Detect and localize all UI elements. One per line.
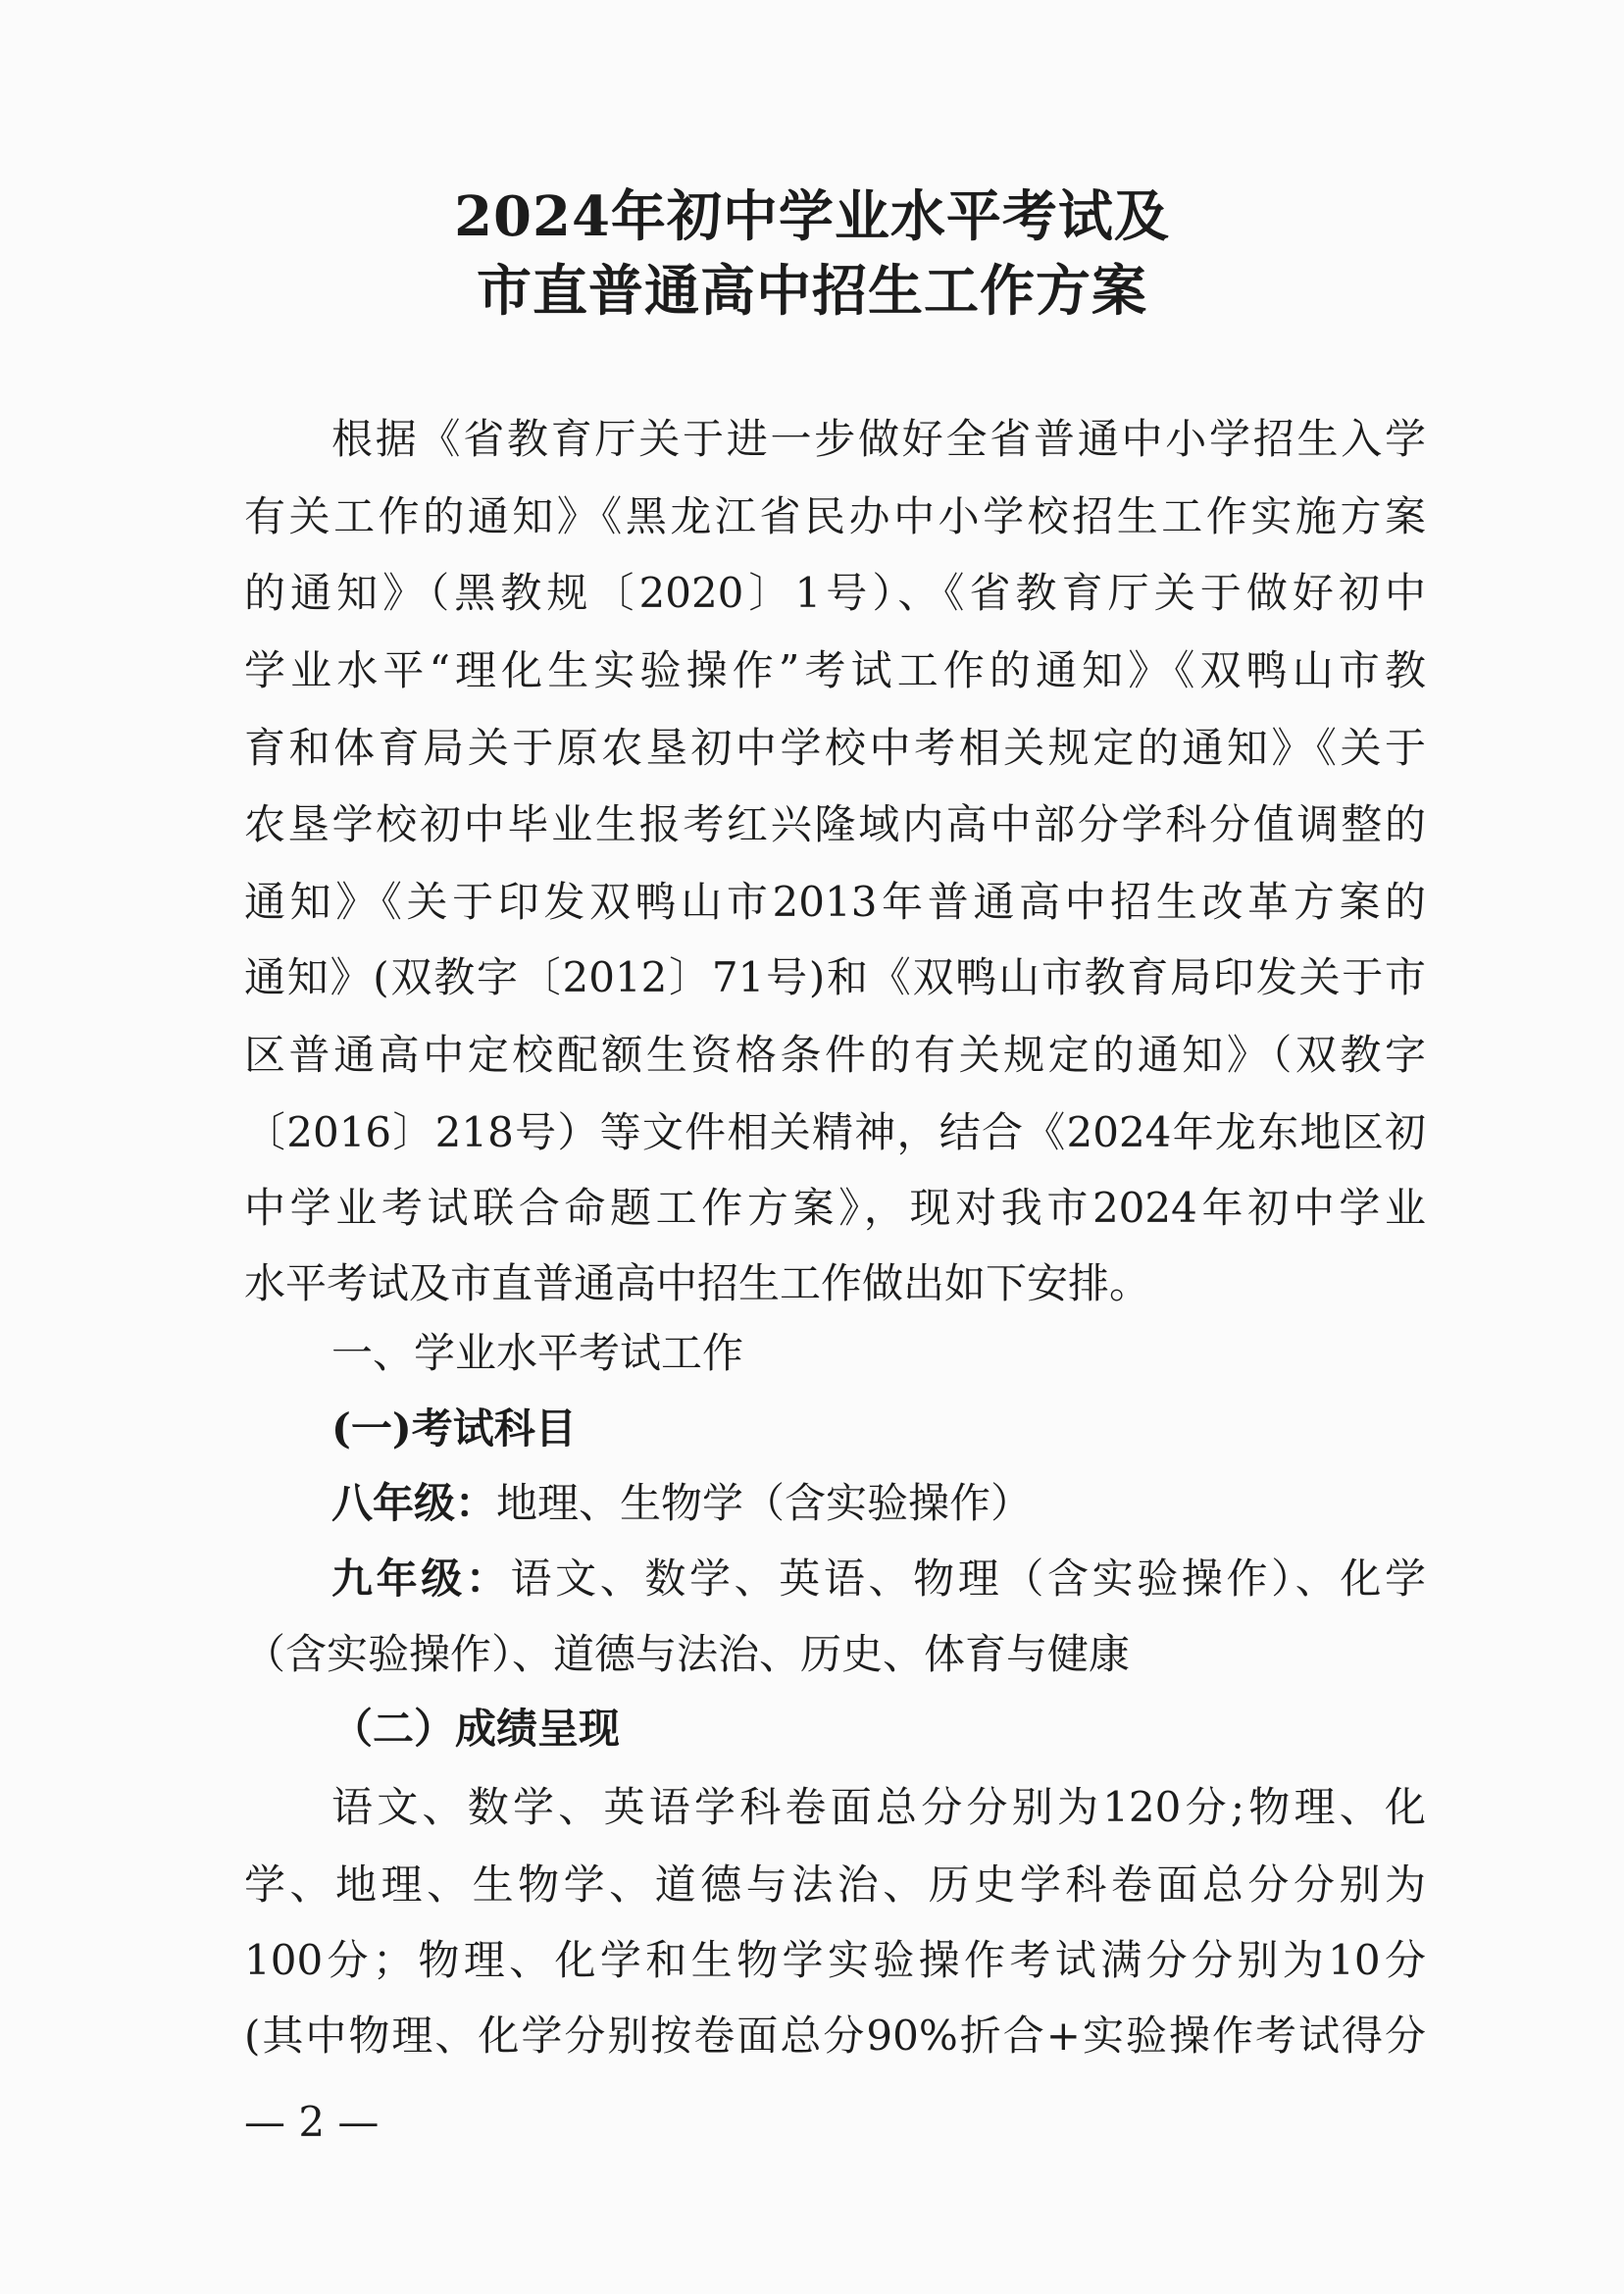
intro-paragraph-line: 通知》(双教字〔2012〕71号)和《双鸭山市教育局印发关于市 [244, 953, 1426, 1001]
intro-paragraph-line: 中学业考试联合命题工作方案》，现对我市2024年初中学业 [244, 1184, 1426, 1232]
intro-paragraph-line: 有关工作的通知》《黑龙江省民办中小学校招生工作实施方案 [244, 492, 1426, 540]
grade8-subjects [244, 1474, 1426, 1533]
intro-paragraph-line: 根据《省教育厅关于进一步做好全省普通中小学招生入学 [331, 415, 1426, 463]
intro-paragraph-line: 的通知》（黑教规〔2020〕1号）、《省教育厅关于做好初中 [244, 569, 1426, 617]
score-paragraph-line: 学、地理、生物学、道德与法治、历史学科卷面总分分别为 [244, 1861, 1426, 1909]
intro-paragraph-line: 农垦学校初中毕业生报考红兴隆域内高中部分学科分值调整的 [244, 800, 1426, 848]
section-heading-1: 一、学业水平考试工作 [331, 1329, 744, 1377]
intro-paragraph-line: 水平考试及市直普通高中招生工作做出如下安排。 [244, 1259, 1151, 1307]
subsection-heading-scores: （二）成绩呈现 [331, 1705, 621, 1753]
grade9-subjects [244, 1550, 1426, 1608]
score-paragraph-line: (其中物理、化学分别按卷面总分90%折合+实验操作考试得分 [244, 2012, 1426, 2060]
document-title-line-1: 2024年初中学业水平考试及 [454, 184, 1170, 249]
grade9-label: 九年级： [331, 1555, 511, 1603]
intro-paragraph-line: 区普通高中定校配额生资格条件的有关规定的通知》（双教字 [244, 1031, 1426, 1079]
score-paragraph-line: 语文、数学、英语学科卷面总分分别为120分;物理、化 [331, 1783, 1426, 1831]
grade8-text: 地理、生物学（含实验操作） [496, 1479, 1033, 1527]
document-title-line-2: 市直普通高中招生工作方案 [477, 259, 1147, 324]
grade8-label: 八年级： [331, 1479, 497, 1527]
grade9-subjects-continued: （含实验操作）、道德与法治、历史、体育与健康 [244, 1630, 1131, 1678]
intro-paragraph-line: 通知》《关于印发双鸭山市2013年普通高中招生改革方案的 [244, 878, 1426, 926]
subsection-heading-subjects: (一)考试科目 [331, 1404, 577, 1453]
grade9-text: 语文、数学、英语、物理（含实验操作）、化学 [510, 1555, 1426, 1603]
intro-paragraph-line: 〔2016〕218号）等文件相关精神，结合《2024年龙东地区初 [244, 1108, 1426, 1156]
intro-paragraph-line: 育和体育局关于原农垦初中学校中考相关规定的通知》《关于 [244, 724, 1426, 772]
intro-paragraph-line: 学业水平“理化生实验操作”考试工作的通知》《双鸭山市教 [244, 646, 1426, 694]
page-number: — 2 — [244, 2098, 380, 2146]
score-paragraph-line: 100分；物理、化学和生物学实验操作考试满分分别为10分 [244, 1936, 1426, 1984]
